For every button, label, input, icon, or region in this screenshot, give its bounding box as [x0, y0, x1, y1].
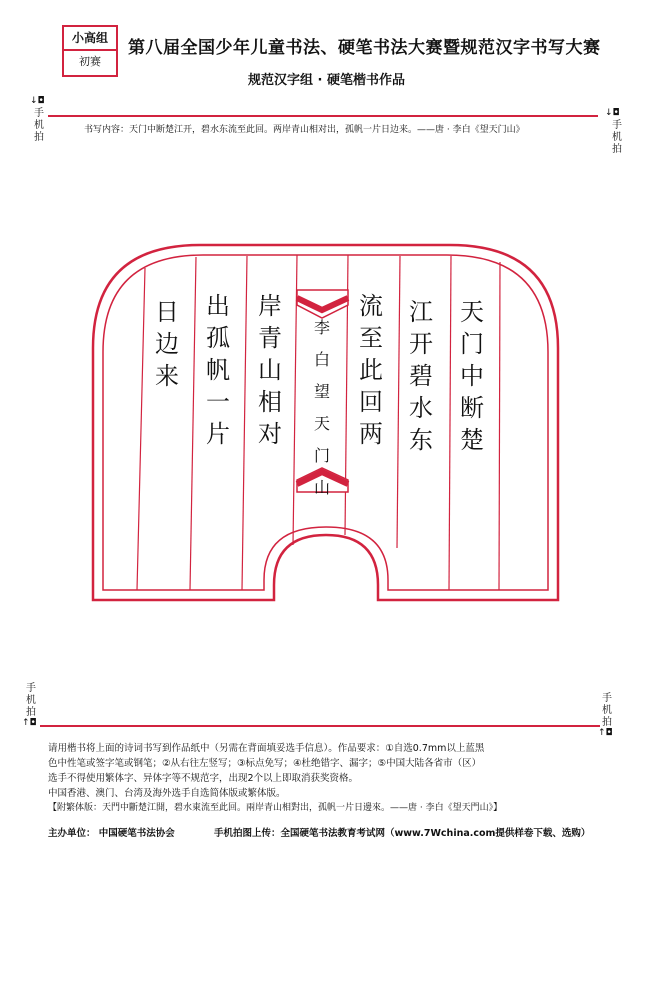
poem-column-4: 岸 青 山 相 对: [258, 292, 282, 448]
instruction-line-2: 色中性笔或签字笔或钢笔；②从右往左竖写；③标点免写；④杜绝错字、漏字；⑤中国大陆各省市（区）: [48, 758, 482, 769]
poem-column-6: 日 边 来: [155, 298, 179, 390]
phone-label-bottom-left: 手 机 拍: [26, 683, 36, 718]
instruction-line-3: 选手不得使用繁体字、异体字等不规范字，出现2个以上即取消获奖资格。: [48, 773, 359, 784]
camera-up-icon-right: ↑◘: [598, 728, 613, 738]
page-title: 第八届全国少年儿童书法、硬笔书法大赛暨规范汉字书写大赛: [128, 38, 601, 58]
poem-column-3: 流 至 此 回 两: [359, 292, 383, 448]
poem-column-2: 江 开 碧 水 东: [409, 298, 433, 454]
poem-column-5: 出 孤 帆 一 片: [206, 292, 230, 448]
camera-down-icon-left: ↓◘: [30, 96, 45, 106]
poem-column-1: 天 门 中 断 楚: [460, 298, 484, 454]
instruction-line-1: 请用楷书将上面的诗词书写到作品纸中（另需在背面填妥选手信息）。作品要求：①自选0.7mm以上蓝黑: [48, 743, 485, 754]
badge-round-label: 初赛: [79, 55, 101, 68]
camera-up-icon-left: ↑◘: [22, 718, 37, 728]
badge-group-label: 小高组: [64, 27, 116, 51]
camera-down-icon-right: ↓◘: [605, 108, 620, 118]
attribution-column: 李 白 望 天 门 山: [313, 318, 330, 497]
instruction-line-4: 中国香港、澳门、台湾及海外选手自选简体版或繁体版。: [48, 788, 286, 799]
bottom-red-rule: [40, 725, 600, 727]
phone-label-top-right: 手 机 拍: [612, 120, 622, 155]
page-subtitle: 规范汉字组 · 硬笔楷书作品: [248, 73, 405, 88]
upload-text: 手机拍图上传：全国硬笔书法教育考试网（www.7Wchina.com提供样卷下载、选购）: [214, 828, 591, 839]
instruction-line-5: 【附繁体版：天門中斷楚江開，碧水東流至此回。兩岸青山相對出，孤帆一片日邊來。——唐 · 李白《望天門山》】: [48, 803, 503, 813]
phone-label-top-left: 手 机 拍: [34, 108, 44, 143]
organizer-text: 主办单位： 中国硬笔书法协会: [48, 828, 175, 839]
content-line: 书写内容：天门中断楚江开，碧水东流至此回。两岸青山相对出，孤帆一片日边来。——唐 · 李白《望天门山》: [84, 125, 525, 135]
phone-label-bottom-right: 手 机 拍: [602, 693, 612, 728]
